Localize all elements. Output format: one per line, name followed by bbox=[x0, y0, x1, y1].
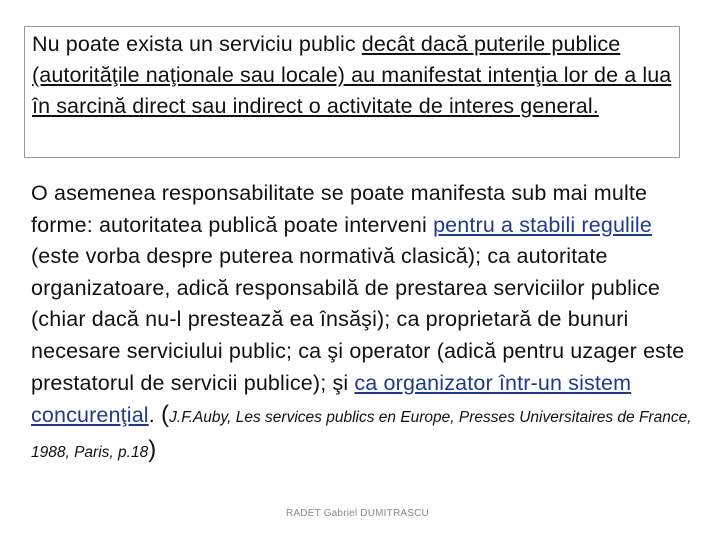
reference-paren-open: ( bbox=[160, 401, 170, 429]
link-organizator[interactable]: ca organizator într-un sistem concurenţial bbox=[31, 370, 632, 428]
definition-box bbox=[24, 26, 680, 158]
definition-text-underlined: decât dacă puterile publice (autorităţile naţionale sau locale) au manifestat intenţia lor de a lua în sarcină direct sau indirect o activitate de interes general. bbox=[32, 32, 672, 118]
link-stabili-regulile[interactable]: pentru a stabili regulile bbox=[433, 212, 652, 237]
main-paragraph bbox=[31, 178, 701, 468]
reference-citation: J.F.Auby, Les services publics en Europe, Presses Universitaires de France, 1988, Paris, p.18 bbox=[31, 409, 692, 461]
slide-footer: RADET Gabriel DUMITRASCU bbox=[286, 508, 429, 519]
main-text-part1: O asemenea responsabilitate se poate manifesta sub mai multe forme: autoritatea publică poate interveni bbox=[31, 181, 648, 237]
main-text-part3: . bbox=[148, 403, 161, 428]
reference-paren-close: ) bbox=[148, 435, 157, 463]
main-text-part2: (este vorba despre puterea normativă clasică); ca autoritate organizatoare, adică responsabilă de prestarea serviciilor publice (chiar dacă nu-l prestează ea însăşi); ca proprietară de bunuri necesare serviciului public; ca şi operator (adică pentru uzager este prestatorul de servicii publice); şi bbox=[31, 244, 685, 395]
definition-text-start: Nu poate exista un serviciu public bbox=[32, 32, 362, 56]
